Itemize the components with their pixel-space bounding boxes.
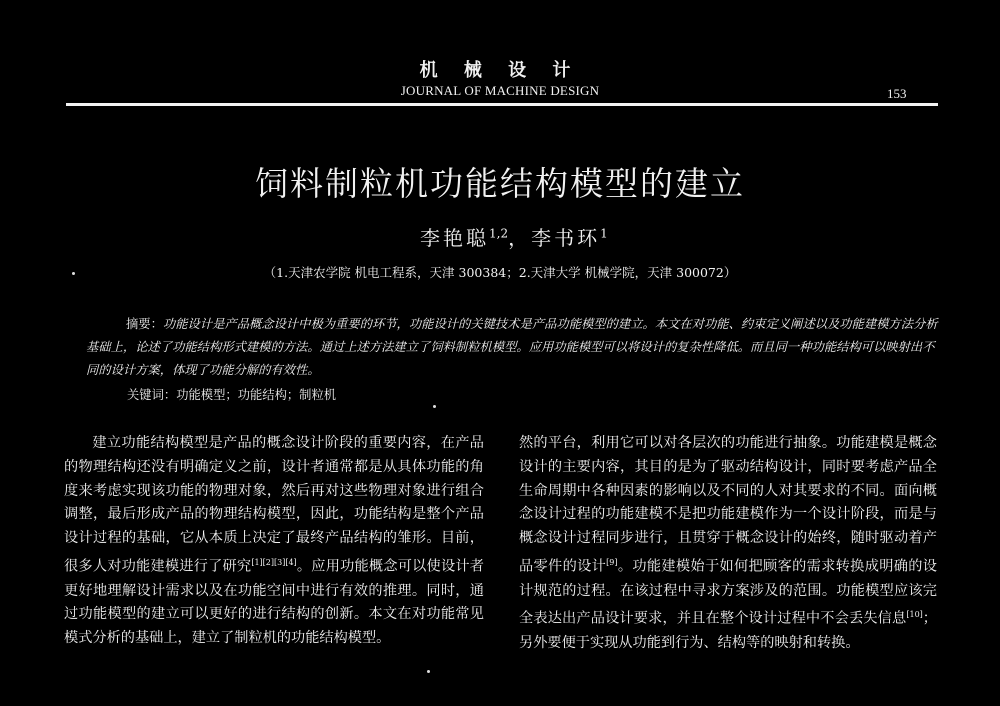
journal-title-en: JOURNAL OF MACHINE DESIGN — [400, 83, 600, 98]
body-text: 建立功能结构模型是产品的概念设计阶段的重要内容，在产品的物理结构还没有明确定义之前，设计者通常都是从具体功能的角度来考虑实现该功能的物理对象，然后再对这些物理对象进行组合调整，最后形成产品的物理结构模型，因此，功能结构是整个产品设计过程的基础，它从本质上决定了最终产品结构的雏形。目前，很多人对功能建模进行了研究 — [64, 435, 484, 575]
scan-speck — [427, 670, 430, 673]
keywords — [127, 385, 336, 403]
abstract-text: 功能设计是产品概念设计中极为重要的环节，功能设计的关键技术是产品功能模型的建立。本文在对功能、约束定义阐述以及功能建模方法分析基础上，论述了功能结构形式建模的方法。通过上述方法建立了饲料制粒机模型。应用功能模型可以将设计的复杂性降低。而且同一种功能结构可以映射出不同的设计方案，体现了功能分解的有效性。 — [86, 317, 938, 377]
header-rule — [66, 103, 938, 106]
author-separator: ， — [508, 226, 532, 250]
scan-speck — [433, 405, 436, 408]
abstract — [86, 313, 946, 382]
body-column-right — [519, 432, 937, 656]
body-text: 。应用功能概念可以使设计者更好地理解设计需求以及在功能空间中进行有效的推理。同时，通过功能模型的建立可以更好的进行结构的创新。本文在对功能常见模式分析的基础上，建立了制粒机的功能结构模型。 — [64, 558, 484, 647]
citation-ref: [1][2][3][4] — [251, 557, 297, 567]
authors-line — [420, 222, 608, 251]
paper-title: 饲料制粒机功能结构模型的建立 — [255, 164, 745, 203]
author-affil-mark: 1 — [600, 226, 608, 241]
keywords-label: 关键词： — [127, 388, 177, 402]
body-text: ；另外要便于实现从功能到行为、结构等的映射和转换。 — [519, 611, 937, 651]
author-affil-mark: 1,2 — [489, 226, 509, 241]
author-name: 李艳聪 — [420, 226, 489, 250]
abstract-label: 摘要： — [126, 317, 163, 331]
body-column-left — [64, 432, 484, 651]
keywords-text: 功能模型；功能结构；制粒机 — [176, 388, 337, 402]
author-name: 李书环 — [531, 226, 601, 250]
journal-title-cn: 机 械 设 计 — [419, 60, 581, 81]
body-text: 。功能建模始于如何把顾客的需求转换成明确的设计规范的过程。在该过程中寻求方案涉及的范围。功能模型应该完全表达出产品设计要求，并且在整个设计过程中不会丢失信息 — [519, 558, 937, 628]
scan-speck — [72, 272, 75, 275]
affiliations: （1.天津农学院 机电工程系，天津 300384；2.天津大学 机械学院，天津 300072） — [263, 265, 737, 280]
citation-ref: [10] — [906, 610, 923, 620]
citation-ref: [9] — [606, 557, 618, 567]
body-text: 然的平台，利用它可以对各层次的功能进行抽象。功能建模是概念设计的主要内容，其目的是为了驱动结构设计，同时要考虑产品全生命周期中各种因素的影响以及不同的人对其要求的不同。面向概念设计过程的功能建模不是把功能建模作为一个设计阶段，而是与概念设计过程同步进行，且贯穿于概念设计的始终，随时驱动着产品零件的设计 — [519, 435, 937, 575]
page-number: 153 — [887, 86, 907, 101]
